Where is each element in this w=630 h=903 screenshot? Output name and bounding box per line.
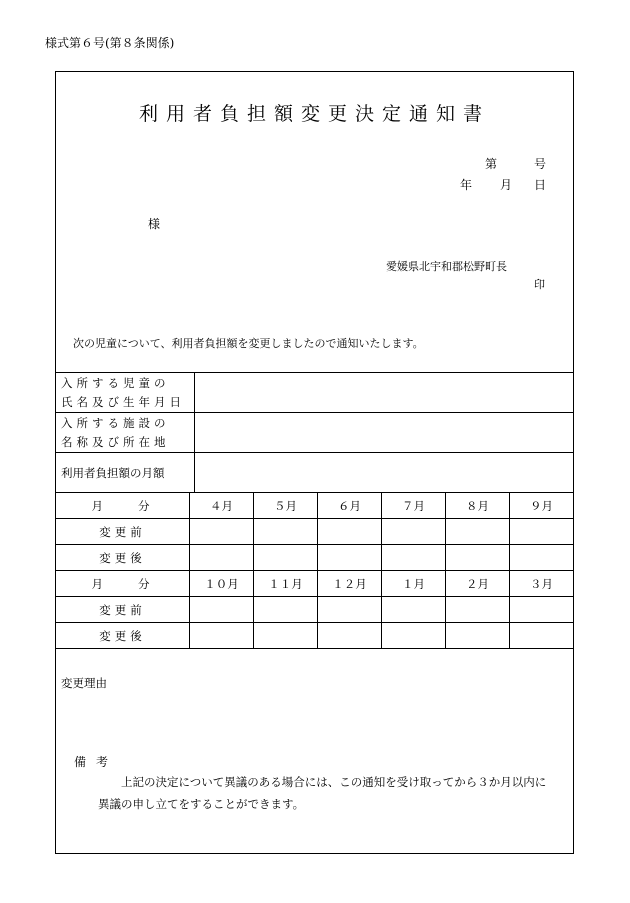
amount-cell[interactable] bbox=[190, 519, 254, 545]
amount-cell[interactable] bbox=[318, 597, 382, 623]
remarks-title: 備考 bbox=[74, 755, 119, 769]
amount-cell[interactable] bbox=[318, 545, 382, 571]
table-row bbox=[56, 453, 574, 493]
facility-label: 入所する施設の 名称及び所在地 bbox=[56, 413, 195, 453]
month-cell: １１月 bbox=[254, 571, 318, 597]
amount-cell[interactable] bbox=[510, 545, 574, 571]
change-reason-label: 変更理由 bbox=[61, 676, 107, 690]
amount-cell[interactable] bbox=[254, 597, 318, 623]
amount-cell[interactable] bbox=[446, 623, 510, 649]
table-row bbox=[56, 413, 574, 453]
month-cell: ７月 bbox=[382, 493, 446, 519]
amount-cell[interactable] bbox=[254, 623, 318, 649]
child-label: 入所する児童の 氏名及び生年月日 bbox=[56, 373, 195, 413]
intro-text: 次の児童について、利用者負担額を変更しましたので通知いたします。 bbox=[73, 337, 424, 350]
notice-form bbox=[55, 71, 574, 854]
amount-cell[interactable] bbox=[382, 545, 446, 571]
table-row bbox=[56, 493, 574, 519]
form-number: 様式第６号(第８条関係) bbox=[45, 36, 175, 50]
amount-cell[interactable] bbox=[510, 519, 574, 545]
amount-cell[interactable] bbox=[382, 597, 446, 623]
month-cell: ３月 bbox=[510, 571, 574, 597]
amount-cell[interactable] bbox=[382, 623, 446, 649]
date-month: 月 bbox=[500, 178, 513, 192]
table-row bbox=[56, 623, 574, 649]
facility-value-cell[interactable] bbox=[195, 413, 574, 453]
month-cell: ９月 bbox=[510, 493, 574, 519]
amount-cell[interactable] bbox=[190, 545, 254, 571]
document-title: 利用者負担額変更決定通知書 bbox=[138, 103, 490, 125]
table-row bbox=[56, 519, 574, 545]
month-cell: ６月 bbox=[318, 493, 382, 519]
amount-cell[interactable] bbox=[446, 597, 510, 623]
amount-cell[interactable] bbox=[510, 623, 574, 649]
month-cell: ２月 bbox=[446, 571, 510, 597]
amount-cell[interactable] bbox=[510, 597, 574, 623]
table-row bbox=[56, 545, 574, 571]
remarks-line-1: 上記の決定について異議のある場合には、この通知を受け取ってから３か月以内に bbox=[121, 775, 547, 789]
amount-cell[interactable] bbox=[446, 519, 510, 545]
table-row bbox=[56, 597, 574, 623]
period-header: 月 分 bbox=[56, 571, 190, 597]
after-change-label: 変更後 bbox=[56, 623, 190, 649]
number-suffix: 号 bbox=[534, 157, 547, 171]
month-cell: １月 bbox=[382, 571, 446, 597]
monthly-amount-value-cell[interactable] bbox=[195, 453, 574, 493]
amount-cell[interactable] bbox=[446, 545, 510, 571]
number-prefix: 第 bbox=[485, 157, 498, 171]
child-value-cell[interactable] bbox=[195, 373, 574, 413]
month-cell: １２月 bbox=[318, 571, 382, 597]
amount-cell[interactable] bbox=[190, 623, 254, 649]
amount-cell[interactable] bbox=[318, 623, 382, 649]
amount-cell[interactable] bbox=[190, 597, 254, 623]
amount-cell[interactable] bbox=[318, 519, 382, 545]
after-change-label: 変更後 bbox=[56, 545, 190, 571]
remarks-line-2: 異議の申し立てをすることができます。 bbox=[98, 797, 305, 811]
month-cell: ８月 bbox=[446, 493, 510, 519]
period-header: 月 分 bbox=[56, 493, 190, 519]
table-row bbox=[56, 571, 574, 597]
before-change-label: 変更前 bbox=[56, 597, 190, 623]
amount-cell[interactable] bbox=[254, 545, 318, 571]
table-row bbox=[56, 373, 574, 413]
amount-cell[interactable] bbox=[254, 519, 318, 545]
seal-mark: 印 bbox=[534, 278, 545, 291]
issuer-name: 愛媛県北宇和郡松野町長 bbox=[386, 260, 507, 273]
applicant-info-table bbox=[55, 372, 574, 493]
before-change-label: 変更前 bbox=[56, 519, 190, 545]
date-year: 年 bbox=[460, 178, 473, 192]
monthly-amount-table bbox=[55, 492, 574, 649]
month-cell: １０月 bbox=[190, 571, 254, 597]
date-day: 日 bbox=[534, 178, 547, 192]
month-cell: ５月 bbox=[254, 493, 318, 519]
addressee-suffix: 様 bbox=[148, 217, 161, 231]
month-cell: ４月 bbox=[190, 493, 254, 519]
amount-cell[interactable] bbox=[382, 519, 446, 545]
monthly-amount-label: 利用者負担額の月額 bbox=[56, 453, 195, 493]
